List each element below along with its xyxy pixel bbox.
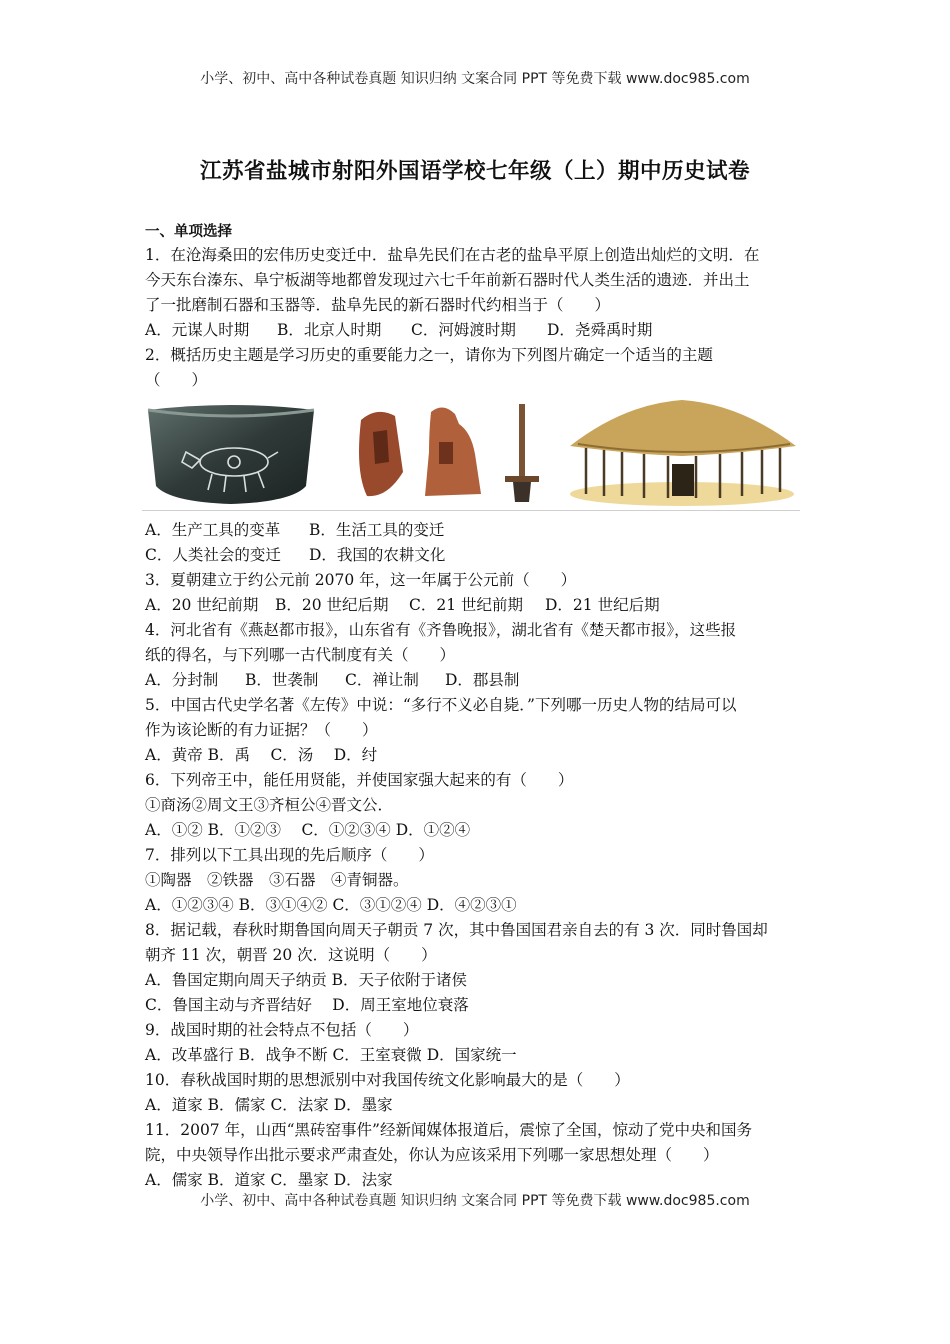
q2-option-a[interactable]: A．生产工具的变革: [145, 521, 281, 539]
q3-option-a[interactable]: A．20 世纪前期: [145, 596, 259, 614]
q3-option-c[interactable]: C．21 世纪前期: [409, 596, 524, 614]
q7-options[interactable]: A．①②③④ B．③①④② C．③①②④ D．④②③①: [145, 896, 517, 914]
q8-options-row-1[interactable]: A．鲁国定期向周天子纳贡 B．天子依附于诸侯: [145, 971, 468, 989]
q8-line-2: 朝齐 11 次，朝晋 20 次．这说明（ ）: [145, 946, 437, 964]
q6-line-2: ①商汤②周文王③齐桓公④晋文公．: [145, 796, 394, 814]
q4-options: [145, 670, 519, 690]
q3-options: [145, 595, 660, 615]
q5-options[interactable]: A．黄帝 B．禹 C．汤 D．纣: [145, 746, 378, 764]
q3-option-d[interactable]: D．21 世纪后期: [545, 596, 660, 614]
q1-line-2: 今天东台溱东、阜宁板湖等地都曾发现过六七千年前新石器时代人类生活的遗迹．并出土: [145, 271, 750, 289]
q1-options: [145, 320, 652, 340]
q4-option-b[interactable]: B．世袭制: [245, 671, 319, 689]
stone-and-bone-tools-image: [347, 402, 557, 506]
page-footer: 小学、初中、高中各种试卷真题 知识归纳 文案合同 PPT 等免费下载 www.doc985.com: [200, 1193, 750, 1209]
q5-line-2: 作为该论断的有力证据？（ ）: [145, 721, 378, 739]
q1-option-d[interactable]: D．尧舜禹时期: [547, 321, 653, 339]
q1-line-1: 1．在沧海桑田的宏伟历史变迁中．盐阜先民们在古老的盐阜平原上创造出灿烂的文明．在: [145, 246, 760, 264]
q4-option-c[interactable]: C．禅让制: [345, 671, 419, 689]
q2-images: [142, 398, 802, 510]
q1-option-b[interactable]: B．北京人时期: [277, 321, 382, 339]
q6-line-1: 6．下列帝王中，能任用贤能，并使国家强大起来的有（ ）: [145, 771, 574, 789]
q7-line-2: ①陶器 ②铁器 ③石器 ④青铜器。: [145, 871, 409, 889]
pottery-pig-bowl-image: [142, 400, 320, 506]
section-heading: 一、单项选择: [145, 224, 232, 240]
q5-line-1: 5．中国古代史学名著《左传》中说：“多行不义必自毙．”下列哪一历史人物的结局可以: [145, 696, 737, 714]
q4-option-a[interactable]: A．分封制: [145, 671, 219, 689]
q2-options-row-2: [145, 545, 445, 565]
q3-line-1: 3．夏朝建立于约公元前 2070 年，这一年属于公元前（ ）: [145, 571, 577, 589]
q10-line-1: 10．春秋战国时期的思想派别中对我国传统文化影响最大的是（ ）: [145, 1071, 630, 1089]
q4-line-2: 纸的得名，与下列哪一古代制度有关（ ）: [145, 646, 456, 664]
q7-line-1: 7．排列以下工具出现的先后顺序（ ）: [145, 846, 434, 864]
q4-line-1: 4．河北省有《燕赵都市报》，山东省有《齐鲁晚报》，湖北省有《楚天都市报》，这些报: [145, 621, 737, 639]
q1-line-3: 了一批磨制石器和玉器等．盐阜先民的新石器时代约相当于（ ）: [145, 296, 611, 314]
q2-line-1: 2．概括历史主题是学习历史的重要能力之一，请你为下列图片确定一个适当的主题: [145, 346, 713, 364]
q2-option-b[interactable]: B．生活工具的变迁: [309, 521, 445, 539]
q11-line-1: 11．2007 年，山西“黑砖窑事件”经新闻媒体报道后，震惊了全国，惊动了党中央和国务: [145, 1121, 752, 1139]
q3-option-b[interactable]: B．20 世纪后期: [275, 596, 389, 614]
image-divider: [142, 510, 800, 511]
q8-options-row-2[interactable]: C．鲁国主动与齐晋结好 D．周王室地位衰落: [145, 996, 469, 1014]
q4-option-d[interactable]: D．郡县制: [445, 671, 520, 689]
q1-option-a[interactable]: A．元谋人时期: [145, 321, 250, 339]
q1-option-c[interactable]: C．河姆渡时期: [411, 321, 516, 339]
document-title: 江苏省盐城市射阳外国语学校七年级（上）期中历史试卷: [199, 159, 750, 184]
q2-option-d[interactable]: D．我国的农耕文化: [309, 546, 446, 564]
q2-options-row-1: [145, 520, 444, 540]
q10-options[interactable]: A．道家 B．儒家 C．法家 D．墨家: [145, 1096, 393, 1114]
q6-options[interactable]: A．①② B．①②③ C．①②③④ D．①②④: [145, 821, 471, 839]
q2-option-c[interactable]: C．人类社会的变迁: [145, 546, 281, 564]
q8-line-1: 8．据记载，春秋时期鲁国向周天子朝贡 7 次，其中鲁国国君亲自去的有 3 次．同时鲁国却: [145, 921, 768, 939]
thatched-round-house-image: [564, 398, 800, 508]
q11-options[interactable]: A．儒家 B．道家 C．墨家 D．法家: [145, 1171, 393, 1189]
q2-line-2: （ ）: [145, 371, 208, 389]
page-header: 小学、初中、高中各种试卷真题 知识归纳 文案合同 PPT 等免费下载 www.doc985.com: [200, 71, 750, 87]
q9-line-1: 9．战国时期的社会特点不包括（ ）: [145, 1021, 419, 1039]
q9-options[interactable]: A．改革盛行 B．战争不断 C．王室衰微 D．国家统一: [145, 1046, 517, 1064]
q11-line-2: 院，中央领导作出批示要求严肃查处，你认为应该采用下列哪一家思想处理（ ）: [145, 1146, 719, 1164]
